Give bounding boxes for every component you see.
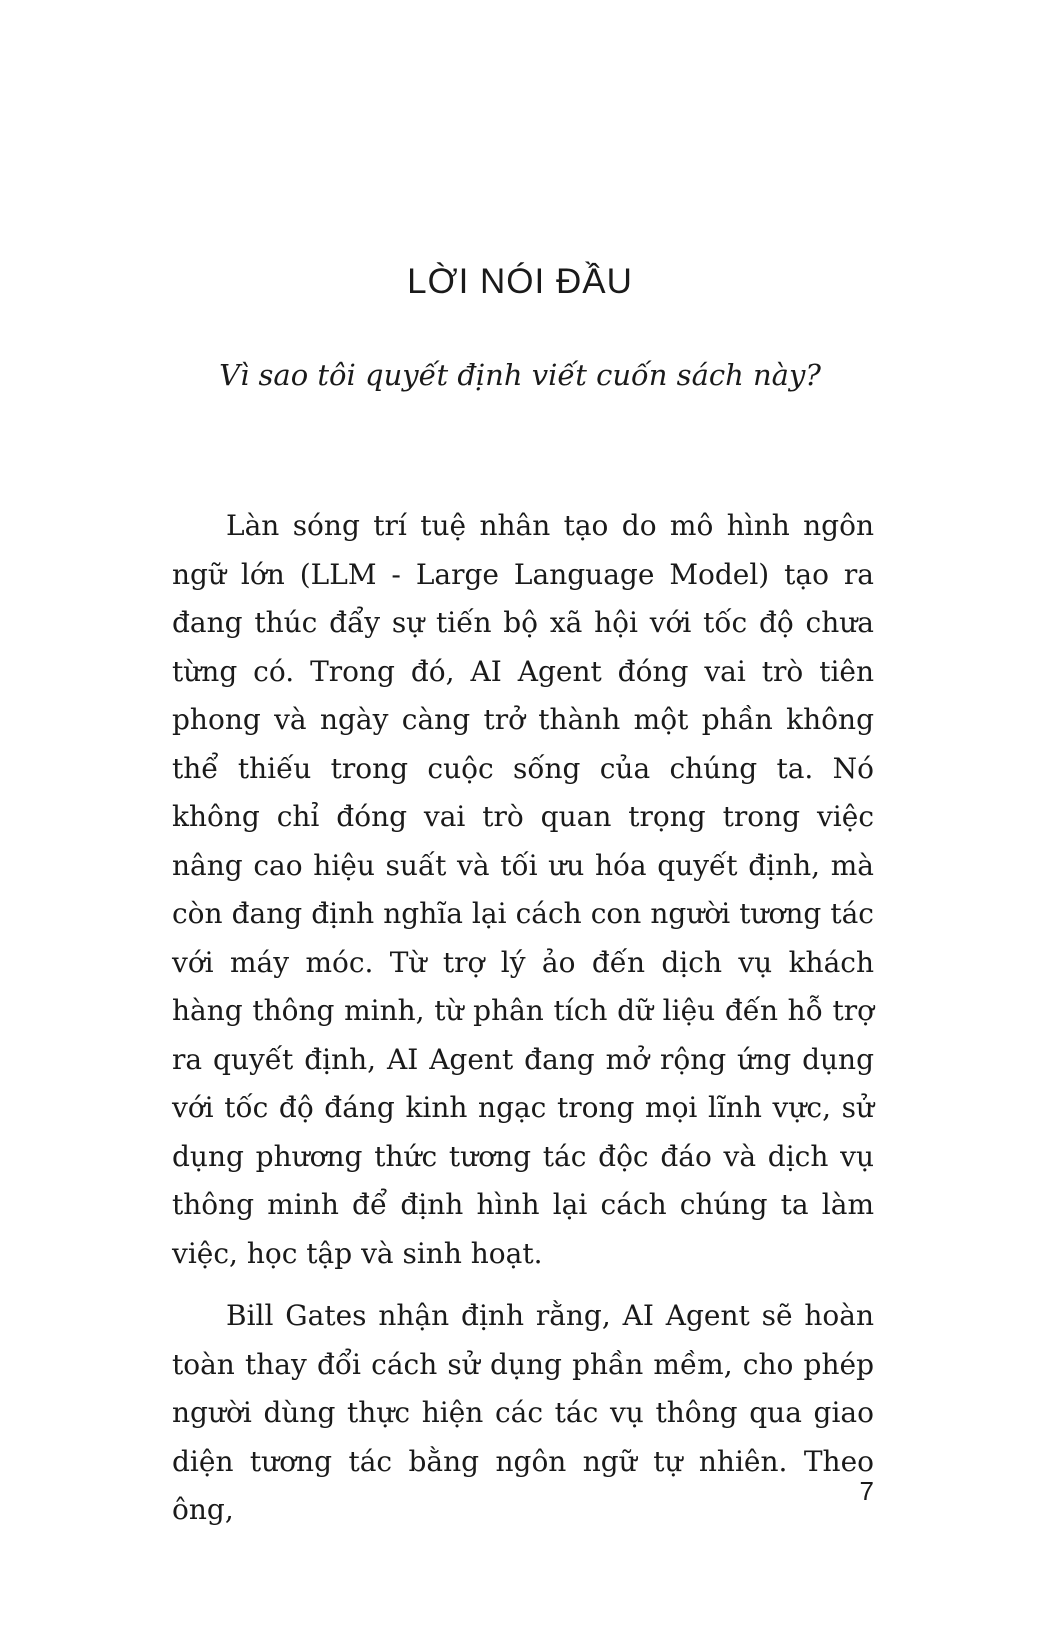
page-subtitle: Vì sao tôi quyết định viết cuốn sách này? <box>219 358 821 392</box>
paragraph-2: Bill Gates nhận định rằng, AI Agent sẽ hoàn toàn thay đổi cách sử dụng phần mềm, cho phép người dùng thực hiện các tác vụ thông qua giao diện tương tác bằng ngôn ngữ tự nhiên. Theo ông, <box>172 1299 874 1526</box>
page-number: 7 <box>859 1476 874 1506</box>
page-title: LỜI NÓI ĐẦU <box>407 262 633 301</box>
paragraph-1: Làn sóng trí tuệ nhân tạo do mô hình ngôn ngữ lớn (LLM - Large Language Model) tạo ra đang thúc đẩy sự tiến bộ xã hội với tốc độ chưa từng có. Trong đó, AI Agent đóng vai trò tiên phong và ngày càng trở thành một phần không thể thiếu trong cuộc sống của chúng ta. Nó không chỉ đóng vai trò quan trọng trong việc nâng cao hiệu suất và tối ưu hóa quyết định, mà còn đang định nghĩa lại cách con người tương tác với máy móc. Từ trợ lý ảo đến dịch vụ khách hàng thông minh, từ phân tích dữ liệu đến hỗ trợ ra quyết định, AI Agent đang mở rộng ứng dụng với tốc độ đáng kinh ngạc trong mọi lĩnh vực, sử dụng phương thức tương tác độc đáo và dịch vụ thông minh để định hình lại cách chúng ta làm việc, học tập và sinh hoạt. <box>172 509 874 1270</box>
body-text <box>172 502 874 1535</box>
